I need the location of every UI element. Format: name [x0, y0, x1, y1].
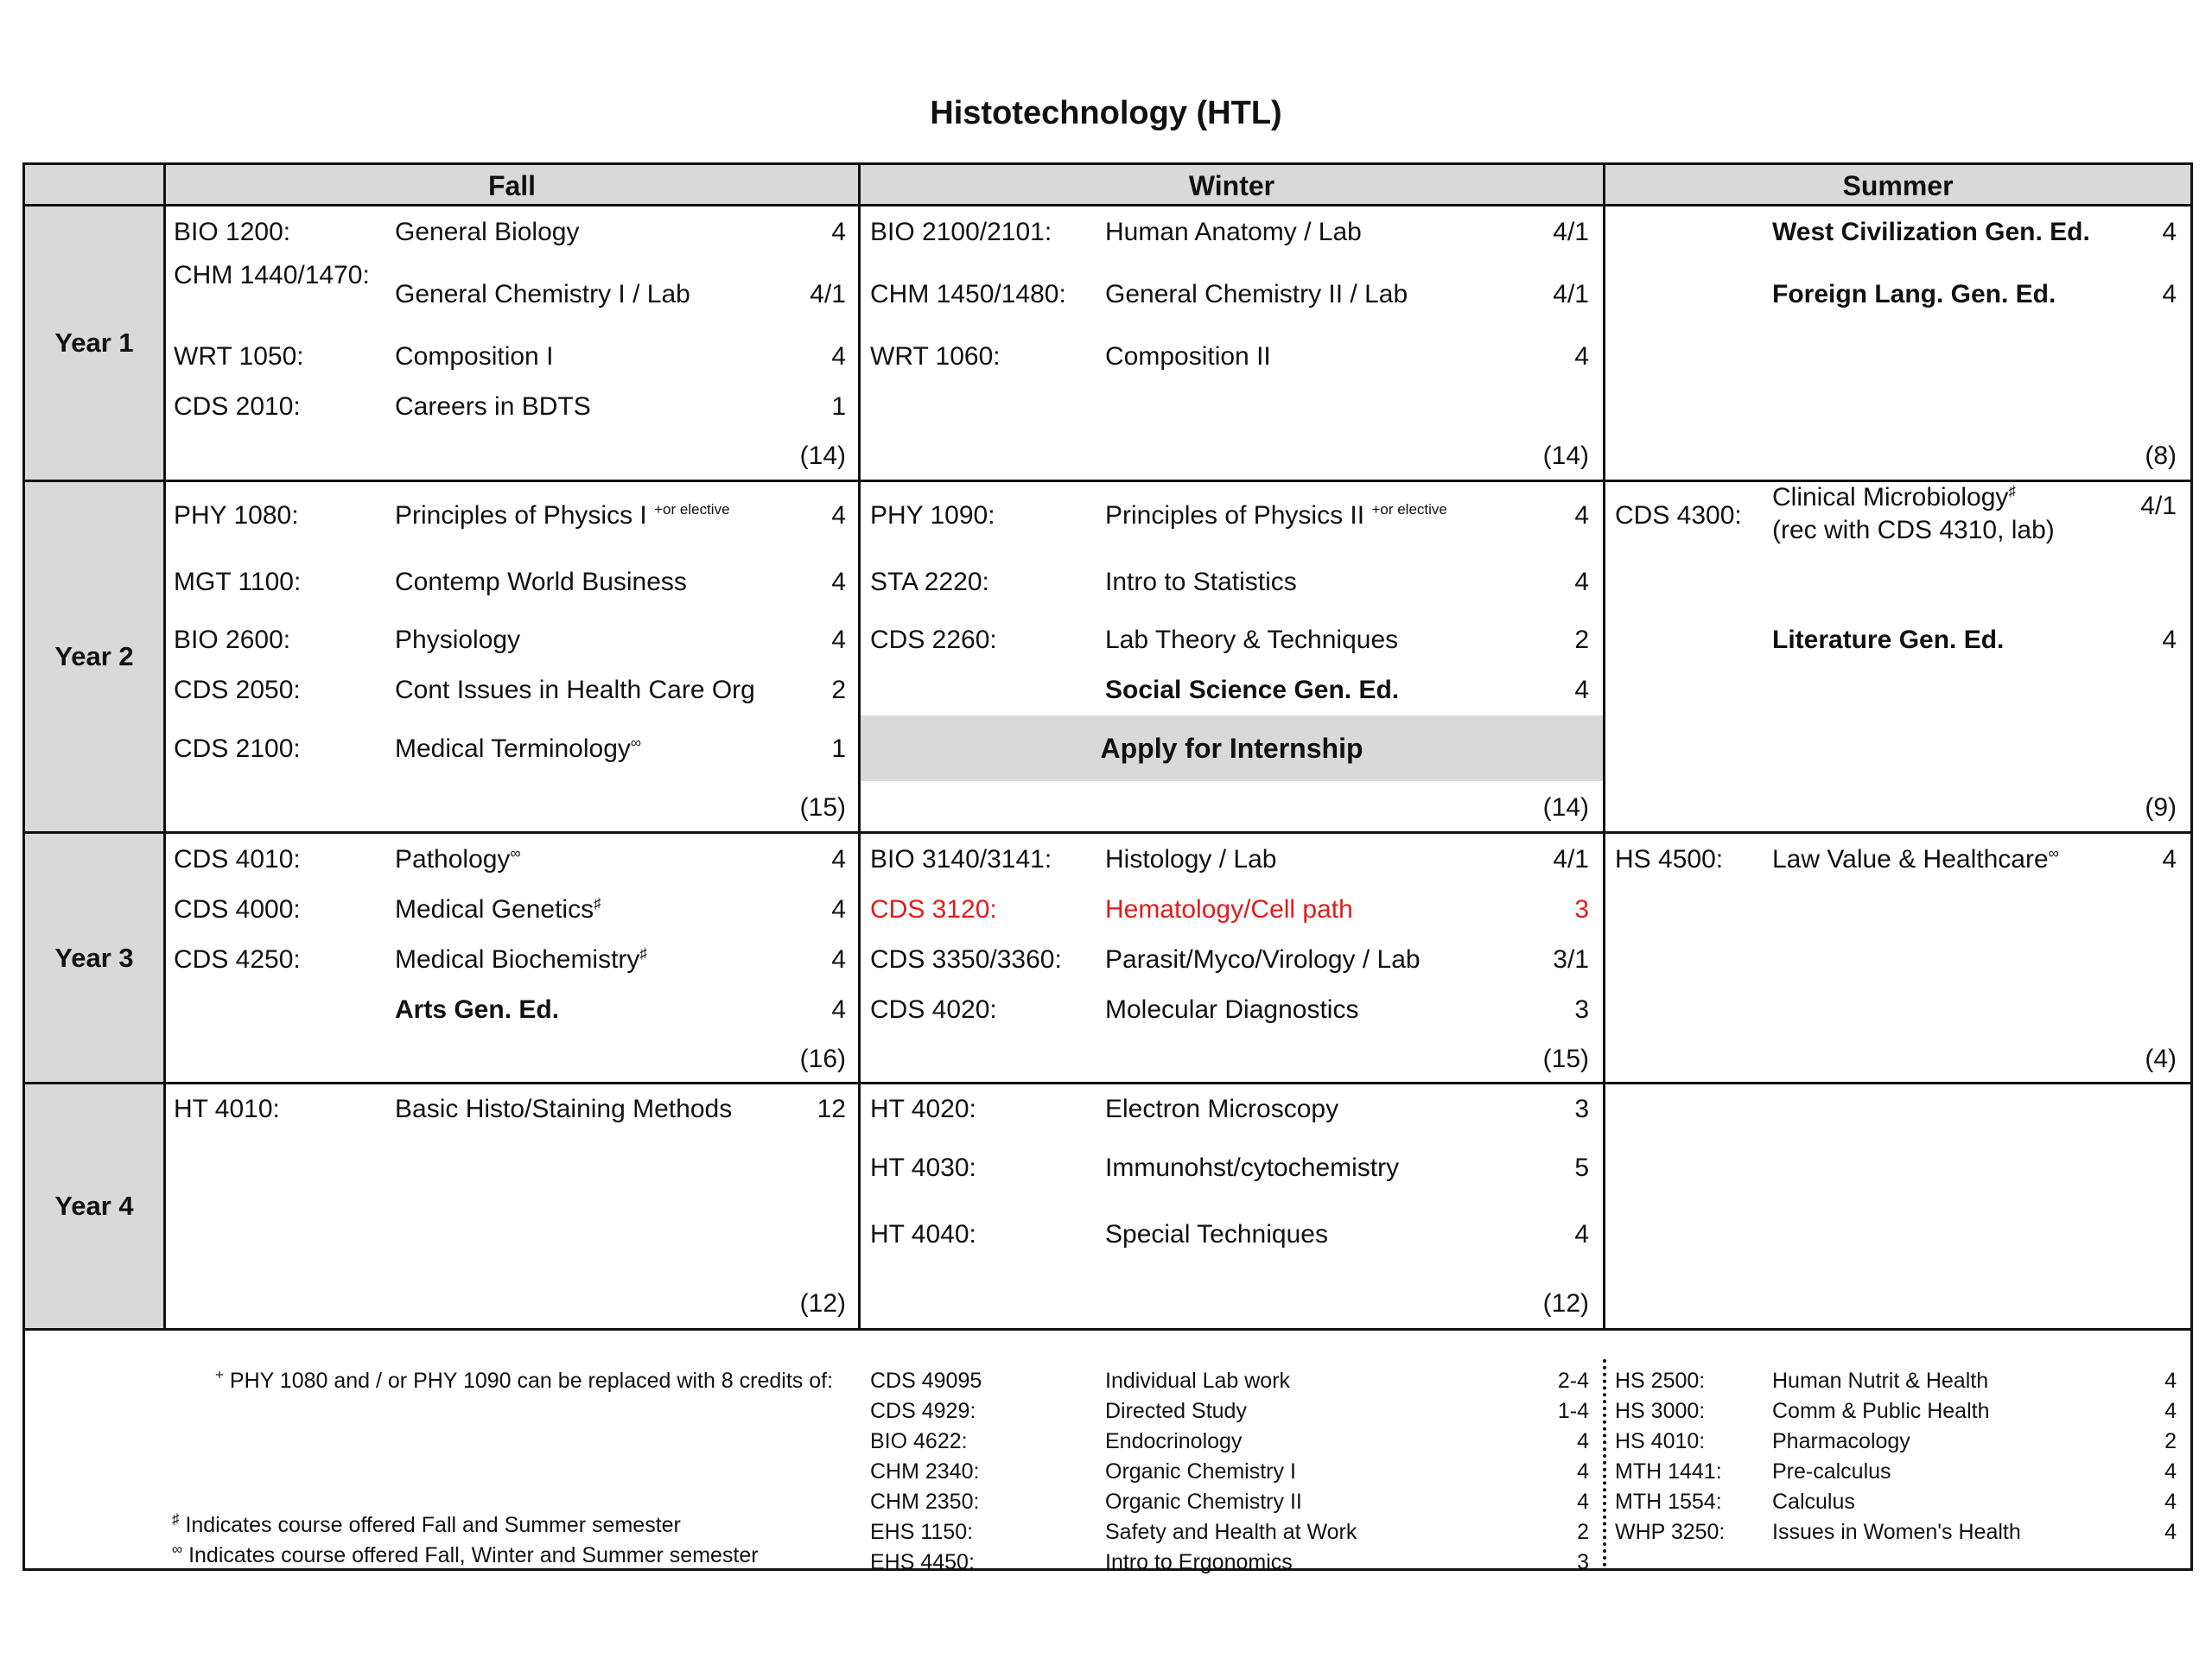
course-name: Contemp World Business [395, 568, 687, 596]
elective-credits: 4 [2164, 1520, 2177, 1544]
elective-code: MTH 1441: [1615, 1459, 1722, 1484]
year-label: Year 2 [54, 641, 134, 671]
elective-code: CDS 4929: [870, 1399, 976, 1423]
course-code: HT 4030: [870, 1154, 976, 1182]
course-code: HT 4020: [870, 1095, 976, 1123]
elective-code: HS 2500: [1615, 1369, 1706, 1393]
offered-fall-summer-mark: ♯ [594, 895, 601, 912]
elective-code: HS 4010: [1615, 1429, 1706, 1453]
credit-total: (12) [799, 1289, 846, 1318]
elective-name: Comm & Public Health [1772, 1399, 1990, 1423]
all-semester-legend [172, 1542, 759, 1568]
elective-name: Intro to Ergonomics [1105, 1550, 1293, 1574]
elective-credits: 4 [2164, 1459, 2177, 1484]
year-label: Year 1 [54, 327, 134, 358]
elective-name: Human Nutrit & Health [1772, 1369, 1989, 1393]
course-name [395, 845, 521, 874]
course-name [1105, 501, 1447, 531]
course-credits: 4 [831, 995, 846, 1024]
course-code: HT 4010: [174, 1095, 280, 1123]
elective-name: Organic Chemistry II [1105, 1490, 1302, 1514]
course-name: Composition II [1105, 342, 1271, 371]
course-credits: 2 [831, 676, 846, 704]
course-credits: 2 [1574, 626, 1589, 654]
course-name: Physiology [395, 626, 521, 654]
elective-code: BIO 4622: [870, 1429, 968, 1453]
elective-credits: 4 [2164, 1399, 2177, 1423]
elective-code: CHM 2340: [870, 1459, 980, 1484]
elective-name: Pre-calculus [1772, 1459, 1891, 1484]
course-name: Molecular Diagnostics [1105, 995, 1359, 1024]
course-name: Immunohst/cytochemistry [1105, 1154, 1400, 1182]
course-name: General Chemistry I / Lab [395, 280, 690, 308]
course-name: Foreign Lang. Gen. Ed. [1772, 280, 2056, 308]
divider [25, 1328, 2190, 1331]
elective-credits: 2-4 [1557, 1369, 1589, 1393]
elective-name: Calculus [1772, 1490, 1855, 1514]
elective-name: Endocrinology [1105, 1429, 1243, 1453]
course-credits: 4 [2162, 845, 2177, 874]
course-code: BIO 2600: [174, 626, 291, 654]
course-code: CDS 4300: [1615, 501, 1742, 530]
course-code: MGT 1100: [174, 568, 302, 596]
course-name: Intro to Statistics [1105, 568, 1297, 596]
course-name: General Chemistry II / Lab [1105, 280, 1408, 308]
course-code: CDS 4000: [174, 895, 301, 924]
course-name: Lab Theory & Techniques [1105, 626, 1399, 654]
divider [1603, 165, 1605, 1331]
course-code-highlight: CDS 3120: [870, 895, 997, 924]
elective-credits: 3 [1577, 1550, 1589, 1574]
course-credits: 1 [831, 392, 846, 421]
course-credits: 4 [1574, 676, 1589, 704]
course-code: CDS 3350/3360: [870, 945, 1062, 974]
divider [25, 831, 2190, 834]
elective-code: HS 3000: [1615, 1399, 1706, 1423]
course-name-note: (rec with CDS 4310, lab) [1772, 516, 2055, 544]
elective-credits: 2 [1577, 1520, 1589, 1544]
course-name-text: Medical Biochemistry [395, 945, 640, 974]
course-name: Composition I [395, 342, 554, 371]
header-summer: Summer [1842, 170, 1954, 201]
course-name-text: Law Value & Healthcare [1772, 845, 2049, 874]
elective-credits: 4 [2164, 1490, 2177, 1514]
course-code: WRT 1050: [174, 342, 304, 371]
offered-all-mark: ∞ [2048, 845, 2059, 861]
course-credits: 4/1 [1553, 280, 1589, 308]
offered-all-mark: ∞ [510, 845, 521, 861]
course-credits: 4/1 [1553, 218, 1589, 246]
course-credits: 4 [1574, 1220, 1589, 1249]
course-code: CDS 2100: [174, 734, 301, 763]
course-code: HS 4500: [1615, 845, 1724, 874]
course-name: Human Anatomy / Lab [1105, 218, 1362, 246]
credit-total: (14) [799, 442, 846, 470]
course-name: Special Techniques [1105, 1220, 1328, 1249]
course-name: Basic Histo/Staining Methods [395, 1095, 733, 1123]
elective-code: EHS 1150: [870, 1520, 974, 1544]
course-name: West Civilization Gen. Ed. [1772, 218, 2090, 246]
dotted-divider [1603, 1359, 1606, 1567]
course-code: CHM 1450/1480: [870, 280, 1066, 308]
course-credits: 4 [1574, 342, 1589, 371]
course-name-text: Principles of Physics I [395, 501, 647, 530]
elective-code: MTH 1554: [1615, 1490, 1722, 1514]
course-credits: 5 [1574, 1154, 1589, 1182]
course-name: Cont Issues in Health Care Org [395, 676, 755, 704]
course-name-text: Clinical Microbiology [1772, 483, 2009, 512]
elective-note: +or elective [654, 501, 730, 518]
year-label: Year 3 [54, 942, 134, 973]
credit-total: (15) [799, 793, 846, 822]
apply-internship-banner: Apply for Internship [861, 715, 1603, 781]
course-name [395, 945, 647, 975]
course-name: Parasit/Myco/Virology / Lab [1105, 945, 1421, 974]
course-code: WRT 1060: [870, 342, 1001, 371]
course-code: PHY 1090: [870, 501, 995, 530]
course-credits: 4/1 [1553, 845, 1589, 874]
credit-total: (14) [1542, 793, 1589, 822]
course-name-text: Principles of Physics II [1105, 501, 1365, 530]
course-name [395, 895, 601, 925]
elective-code: CDS 49095 [870, 1369, 982, 1393]
elective-name: Individual Lab work [1105, 1369, 1291, 1393]
credit-total: (14) [1542, 442, 1589, 470]
divider [163, 165, 166, 1331]
course-credits: 4/1 [810, 280, 846, 308]
course-credits: 4 [831, 501, 846, 530]
course-name [1772, 483, 2016, 512]
course-name: Histology / Lab [1105, 845, 1277, 874]
course-code: CDS 4010: [174, 845, 301, 874]
course-credits: 4 [831, 342, 846, 371]
course-credits: 4 [831, 568, 846, 596]
course-credits: 4 [831, 895, 846, 924]
course-code: CDS 2010: [174, 392, 301, 421]
course-name-text: Pathology [395, 845, 511, 874]
course-credits: 4 [1574, 501, 1589, 530]
course-name: General Biology [395, 218, 580, 246]
phy-replacement-note [215, 1368, 833, 1394]
curriculum-table [22, 162, 2193, 1574]
course-credits: 3/1 [1553, 945, 1589, 974]
course-credits: 4 [1574, 568, 1589, 596]
course-credits: 4 [831, 845, 846, 874]
course-code: BIO 1200: [174, 218, 291, 246]
infinity-mark: ∞ [172, 1541, 183, 1558]
elective-credits: 2 [2164, 1429, 2177, 1453]
course-name [395, 734, 641, 764]
course-credits: 12 [817, 1095, 846, 1123]
course-credits: 4 [2162, 280, 2177, 308]
note-text: Indicates course offered Fall, Winter and Summer semester [188, 1543, 759, 1567]
divider [25, 1082, 2190, 1084]
elective-name: Directed Study [1105, 1399, 1247, 1423]
course-code: CHM 1440/1470: [174, 261, 370, 289]
offered-all-mark: ∞ [630, 734, 642, 751]
course-credits: 3 [1574, 1095, 1589, 1123]
elective-credits: 4 [1577, 1459, 1589, 1484]
sharp-mark: ♯ [172, 1510, 180, 1528]
elective-name: Issues in Women's Health [1772, 1520, 2021, 1544]
page-title: Histotechnology (HTL) [930, 95, 1282, 131]
course-name: Careers in BDTS [395, 392, 591, 421]
fall-summer-legend [172, 1512, 681, 1538]
elective-name: Organic Chemistry I [1105, 1459, 1296, 1484]
elective-code: CHM 2350: [870, 1490, 980, 1514]
credit-total: (16) [799, 1045, 846, 1073]
course-name-highlight: Hematology/Cell path [1105, 895, 1353, 924]
course-code: CDS 4020: [870, 995, 997, 1024]
course-code: HT 4040: [870, 1220, 976, 1249]
course-name-text: Medical Genetics [395, 895, 594, 924]
elective-name: Safety and Health at Work [1105, 1520, 1357, 1544]
elective-credits: 4 [2164, 1369, 2177, 1393]
course-credits-highlight: 3 [1574, 895, 1589, 924]
course-code: BIO 3140/3141: [870, 845, 1052, 874]
year-label: Year 4 [54, 1191, 134, 1221]
offered-fall-summer-mark: ♯ [639, 945, 647, 962]
note-text: Indicates course offered Fall and Summer semester [185, 1513, 681, 1537]
course-name-text: Medical Terminology [395, 734, 631, 763]
plus-mark: + [215, 1366, 224, 1383]
course-code: CDS 2260: [870, 626, 997, 654]
note-text: PHY 1080 and / or PHY 1090 can be replaced with 8 credits of: [229, 1369, 834, 1393]
credit-total: (9) [2145, 793, 2177, 822]
elective-code: WHP 3250: [1615, 1520, 1726, 1544]
credit-total: (4) [2145, 1045, 2177, 1073]
elective-name: Pharmacology [1772, 1429, 1910, 1453]
course-code: PHY 1080: [174, 501, 299, 530]
course-credits: 4 [2162, 626, 2177, 654]
course-credits: 3 [1574, 995, 1589, 1024]
course-credits: 4 [2162, 218, 2177, 246]
credit-total: (8) [2145, 442, 2177, 470]
course-code: BIO 2100/2101: [870, 218, 1052, 246]
header-fall: Fall [487, 170, 537, 201]
course-code: STA 2220: [870, 568, 989, 596]
elective-code: EHS 4450: [870, 1550, 975, 1574]
elective-note: +or elective [1371, 501, 1447, 518]
course-name: Literature Gen. Ed. [1772, 626, 2005, 654]
credit-total: (15) [1542, 1045, 1589, 1073]
course-name: Social Science Gen. Ed. [1105, 676, 1400, 704]
divider [25, 204, 2190, 207]
course-credits: 4 [831, 626, 846, 654]
divider [858, 165, 861, 1331]
course-name [1772, 845, 2059, 874]
offered-fall-summer-mark: ♯ [2008, 483, 2016, 499]
divider [25, 480, 2190, 482]
elective-credits: 4 [1577, 1490, 1589, 1514]
course-credits: 4/1 [2140, 492, 2177, 520]
elective-credits: 4 [1577, 1429, 1589, 1453]
course-name [395, 501, 730, 531]
course-name: Electron Microscopy [1105, 1095, 1339, 1123]
credit-total: (12) [1542, 1289, 1589, 1318]
course-code: CDS 2050: [174, 676, 301, 704]
course-credits: 1 [831, 734, 846, 763]
course-name: Arts Gen. Ed. [395, 995, 560, 1024]
course-credits: 4 [831, 218, 846, 246]
header-winter: Winter [1188, 170, 1275, 201]
course-code: CDS 4250: [174, 945, 301, 974]
elective-credits: 1-4 [1557, 1399, 1589, 1423]
course-credits: 4 [831, 945, 846, 974]
